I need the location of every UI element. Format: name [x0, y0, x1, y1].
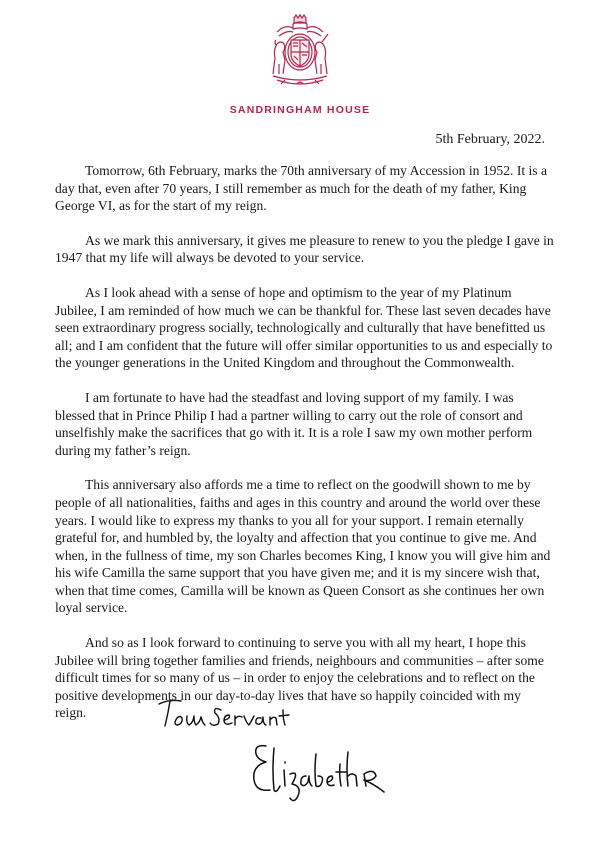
letterhead-title: SANDRINGHAM HOUSE: [229, 104, 371, 116]
letter-date: 5th February, 2022.: [435, 132, 545, 147]
paragraph: I am fortunate to have had the steadfast and loving support of my family. I was blessed that in Prince Philip I had a partner willing to carry out the role of consort and unselfishly make the sacrifices that go with it. It is a role I saw my own mother perform during my father’s reign.: [55, 389, 533, 458]
handwritten-signature: [244, 740, 394, 812]
letter-body: [55, 162, 555, 722]
handwritten-closing: [155, 696, 315, 740]
paragraph: As we mark this anniversary, it gives me pleasure to renew to you the pledge I gave in 1947 that my life will always be devoted to your service.: [55, 232, 554, 266]
royal-coat-of-arms-icon: [267, 14, 333, 90]
paragraph: Tomorrow, 6th February, marks the 70th anniversary of my Accession in 1952. It is a day that, even after 70 years, I still remember as much for the death of my father, King George VI, as for the start of my reign.: [55, 163, 548, 214]
paragraph: As I look ahead with a sense of hope and optimism to the year of my Platinum Jubilee, I am reminded of how much we can be thankful for. These last seven decades have seen extraordinary progress socially, technologically and culturally that have benefitted us all; and I am confident that the future will offer similar opportunities to us and especially to the younger generations in the United Kingdom and throughout the Commonwealth.: [55, 284, 553, 371]
paragraph: This anniversary also affords me a time to reflect on the goodwill shown to me by people of all nationalities, faiths and ages in this country and around the world over these years. I would like to express my thanks to you all for your support. I remain eternally grateful for, and humbled by, the loyalty and affection that you continue to give me. And when, in the fullness of time, my son Charles becomes King, I know you will give him and his wife Camilla the same support that you have given me; and it is my sincere wish that, when that time comes, Camilla will be known as Queen Consort as she continues her own loyal service.: [55, 477, 551, 616]
paragraph: And so as I look forward to continuing to serve you with all my heart, I hope this Jubilee will bring together families and friends, neighbours and communities – after some difficult times for so many of us – in order to enjoy the celebrations and to reflect on the positive developments in our day-to-day lives that have so happily coincided with my reign.: [55, 635, 544, 721]
